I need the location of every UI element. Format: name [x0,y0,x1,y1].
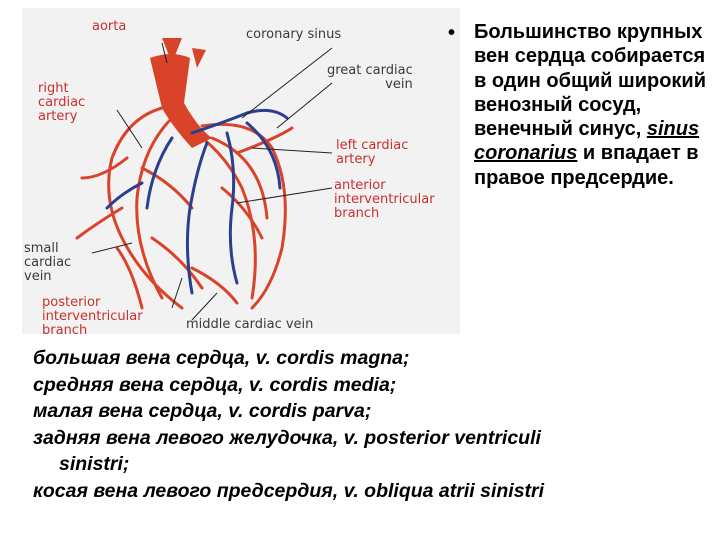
list-item-continuation: sinistri; [59,453,130,475]
list-item: средняя вена сердца, v. cordis media; [33,373,397,396]
heart-diagram [22,8,460,338]
list-item: большая вена сердца, v. cordis magna; [33,347,410,369]
label-small-cardiac-vein: small cardiac vein [24,241,72,284]
bullet-text-main: Большинство крупных вен сердца собирается в один общий широкий венозный сосуд, венечный синус, [474,21,707,141]
bullet-text [474,20,719,190]
label-aorta: aorta [92,19,127,34]
list-item: косая вена левого предсердия, v. obliqua atrii sinistri [33,479,545,502]
label-right-cardiac-artery: right cardiac artery [38,81,86,124]
label-anterior-interventricular-branch: anterior interventricular branch [334,178,435,221]
vein-list [33,345,713,504]
label-left-cardiac-artery: left cardiac artery [336,138,409,167]
label-great-cardiac-vein: great cardiac vein [327,63,413,92]
bullet-text-end: и впадает в правое предсердие. [474,142,699,189]
label-posterior-interventricular-branch: posterior interventricular branch [42,295,143,338]
heart-illustration [22,8,460,334]
list-item: малая вена сердца, v. cordis parva; [33,400,372,422]
list-item: задняя вена левого желудочка, v. posterior ventriculi [33,426,541,449]
label-middle-cardiac-vein: middle cardiac vein [186,317,314,332]
label-coronary-sinus: coronary sinus [246,27,342,42]
bullet-latin-term: sinus coronarius [474,118,700,165]
bullet-marker: • [448,22,456,44]
